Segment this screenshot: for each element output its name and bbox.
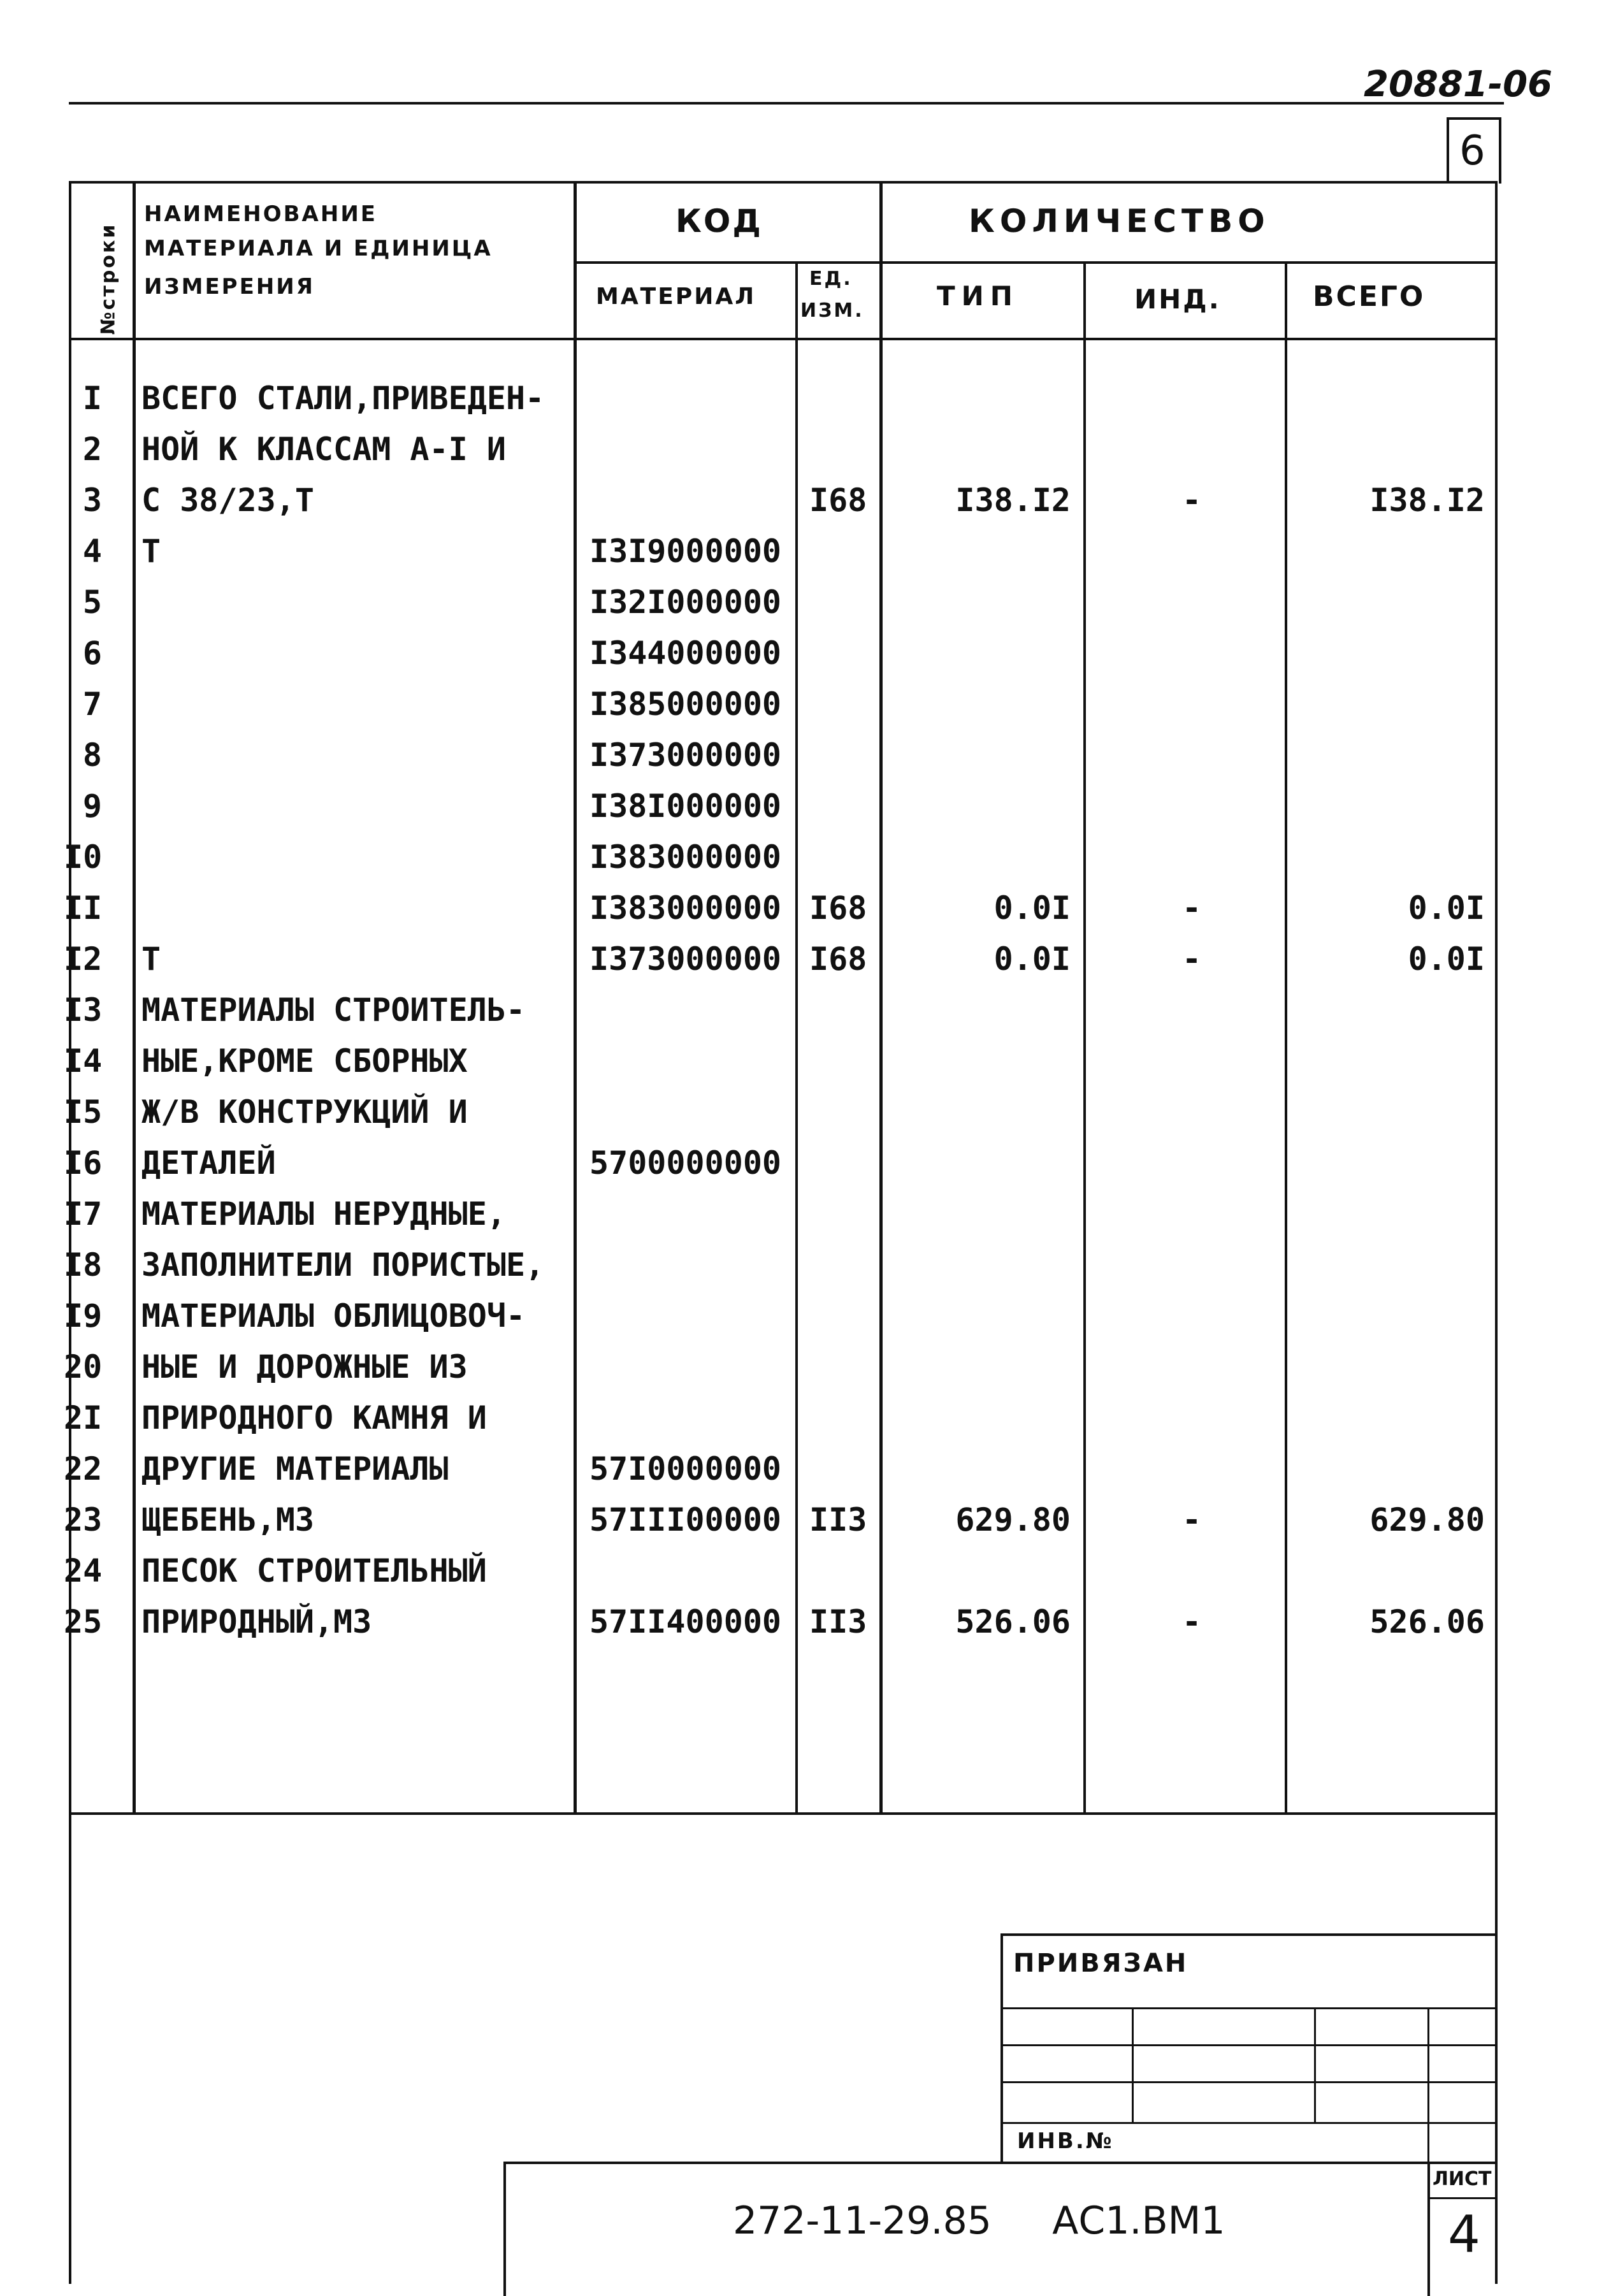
quantity-ind: -	[1181, 1603, 1202, 1640]
material-name: ВСЕГО СТАЛИ,ПРИВЕДЕН-	[141, 380, 545, 417]
quantity-total: 629.80	[1369, 1501, 1485, 1538]
header-bottom-line	[69, 338, 1496, 340]
material-code: I373000000	[589, 941, 782, 978]
stamp-vline-3	[1427, 2007, 1429, 2163]
header-code: КОД	[675, 203, 763, 240]
row-number: 5	[82, 584, 102, 621]
material-name: МАТЕРИАЛЫ СТРОИТЕЛЬ-	[141, 992, 526, 1029]
unit-code: I68	[809, 890, 867, 927]
stamp-line-3	[1000, 2081, 1496, 2083]
material-name: ПЕСОК СТРОИТЕЛЬНЫЙ	[141, 1552, 487, 1589]
material-name: ДЕТАЛЕЙ	[141, 1144, 276, 1181]
header-mid-line	[574, 261, 1495, 264]
col-line-name	[133, 181, 136, 1812]
row-number: I3	[64, 992, 103, 1029]
material-name: МАТЕРИАЛЫ НЕРУДНЫЕ,	[141, 1195, 506, 1232]
row-number: I	[82, 380, 102, 417]
row-number: 23	[64, 1501, 103, 1538]
material-name: НЫЕ И ДОРОЖНЫЕ ИЗ	[141, 1348, 468, 1385]
material-code: 5700000000	[589, 1144, 782, 1181]
material-code: I383000000	[589, 839, 782, 876]
material-code: I385000000	[589, 686, 782, 723]
stamp-vline-2	[1314, 2007, 1316, 2122]
header-total: ВСЕГО	[1313, 280, 1426, 313]
header-name-line-2: МАТЕРИАЛА И ЕДИНИЦА	[144, 236, 493, 261]
header-ind: ИНД.	[1134, 284, 1221, 315]
header-row-number: №строки	[97, 222, 120, 335]
quantity-ind: -	[1181, 941, 1202, 978]
material-name: С 38/23,Т	[141, 482, 314, 519]
material-name: МАТЕРИАЛЫ ОБЛИЦОВОЧ-	[141, 1297, 526, 1334]
row-number: 24	[64, 1552, 103, 1589]
material-code: I38I000000	[589, 788, 782, 825]
material-name: НОЙ К КЛАССАМ А-I И	[141, 431, 506, 468]
stamp-line-2	[1000, 2044, 1496, 2046]
col-line-material	[574, 181, 577, 1812]
row-number: 20	[64, 1348, 103, 1385]
header-name-line-3: ИЗМЕРЕНИЯ	[144, 274, 315, 300]
table-bottom-line	[69, 1812, 1496, 1815]
material-code: 57I0000000	[589, 1450, 782, 1487]
quantity-type: 0.0I	[993, 941, 1071, 978]
stamp-bound-label: ПРИВЯЗАН	[1013, 1949, 1188, 1978]
header-type: ТИП	[937, 280, 1019, 312]
row-number: I0	[64, 839, 103, 876]
row-number: I5	[64, 1094, 103, 1130]
material-name: ДРУГИЕ МАТЕРИАЛЫ	[141, 1450, 449, 1487]
material-name: ПРИРОДНЫЙ,М3	[141, 1603, 372, 1640]
material-name: Ж/В КОНСТРУКЦИЙ И	[141, 1094, 468, 1130]
row-number: I6	[64, 1144, 103, 1181]
row-number: 4	[82, 533, 102, 570]
col-line-type	[879, 181, 883, 1812]
material-name: Т	[141, 941, 161, 978]
material-code: I383000000	[589, 890, 782, 927]
title-block-top	[503, 2162, 1496, 2164]
quantity-type: 0.0I	[993, 890, 1071, 927]
material-name: ЗАПОЛНИТЕЛИ ПОРИСТЫЕ,	[141, 1246, 545, 1283]
unit-code: II3	[809, 1501, 867, 1538]
row-number: I2	[64, 941, 103, 978]
unit-code: I68	[809, 482, 867, 519]
material-name: НЫЕ,КРОМЕ СБОРНЫХ	[141, 1043, 468, 1079]
stamp-top-line	[1000, 1933, 1496, 1936]
quantity-ind: -	[1181, 482, 1202, 519]
quantity-type: 526.06	[955, 1603, 1071, 1640]
row-number: 25	[64, 1603, 103, 1640]
sheet-box-mid	[1427, 2197, 1496, 2199]
material-name: Т	[141, 533, 161, 570]
unit-code: II3	[809, 1603, 867, 1640]
top-rule	[69, 102, 1504, 105]
stamp-vline-1	[1132, 2007, 1134, 2122]
title-designation: 272-11-29.85 АС1.ВМ1	[733, 2199, 1225, 2243]
header-name-line-1: НАИМЕНОВАНИЕ	[144, 201, 378, 227]
sheet-number: 4	[1448, 2205, 1480, 2264]
row-number: 6	[82, 635, 102, 672]
material-code: 57II400000	[589, 1603, 782, 1640]
material-name: ПРИРОДНОГО КАМНЯ И	[141, 1399, 487, 1436]
material-code: I3I9000000	[589, 533, 782, 570]
unit-code: I68	[809, 941, 867, 978]
col-line-ind	[1083, 261, 1086, 1812]
material-code: I32I000000	[589, 584, 782, 621]
header-unit-line-1: ЕД.	[809, 268, 853, 290]
material-code: I344000000	[589, 635, 782, 672]
quantity-ind: -	[1181, 890, 1202, 927]
stamp-line-4	[1000, 2122, 1496, 2124]
material-name: ЩЕБЕНЬ,М3	[141, 1501, 314, 1538]
stamp-left-line	[1000, 1933, 1003, 2163]
quantity-total: 526.06	[1369, 1603, 1485, 1640]
sheet-label: ЛИСТ	[1433, 2168, 1492, 2190]
header-quantity: КОЛИЧЕСТВО	[969, 203, 1270, 240]
header-material: МАТЕРИАЛ	[596, 284, 756, 310]
table-top-line	[69, 181, 1496, 184]
sheet-box-left	[1427, 2162, 1430, 2296]
stamp-line-1	[1000, 2007, 1496, 2009]
row-number: 2	[82, 431, 102, 468]
stamp-inv-label: ИНВ.№	[1017, 2128, 1114, 2154]
row-number: I9	[64, 1297, 103, 1334]
title-block-left	[503, 2162, 506, 2296]
row-number: 3	[82, 482, 102, 519]
document-code: 20881-06	[1364, 64, 1552, 105]
row-number: I4	[64, 1043, 103, 1079]
quantity-total: 0.0I	[1408, 890, 1485, 927]
col-line-unit	[795, 261, 798, 1812]
row-number: I7	[64, 1195, 103, 1232]
frame-right-line	[1495, 181, 1498, 2284]
row-number: I8	[64, 1246, 103, 1283]
material-code: 57III00000	[589, 1501, 782, 1538]
quantity-type: 629.80	[955, 1501, 1071, 1538]
quantity-ind: -	[1181, 1501, 1202, 1538]
row-number: 22	[64, 1450, 103, 1487]
page-number: 6	[1459, 127, 1485, 175]
row-number: 7	[82, 686, 102, 723]
material-code: I373000000	[589, 737, 782, 774]
row-number: 8	[82, 737, 102, 774]
quantity-total: 0.0I	[1408, 941, 1485, 978]
quantity-total: I38.I2	[1369, 482, 1485, 519]
header-unit-line-2: ИЗМ.	[800, 300, 864, 322]
quantity-type: I38.I2	[955, 482, 1071, 519]
row-number: II	[64, 890, 103, 927]
row-number: 2I	[64, 1399, 103, 1436]
row-number: 9	[82, 788, 102, 825]
